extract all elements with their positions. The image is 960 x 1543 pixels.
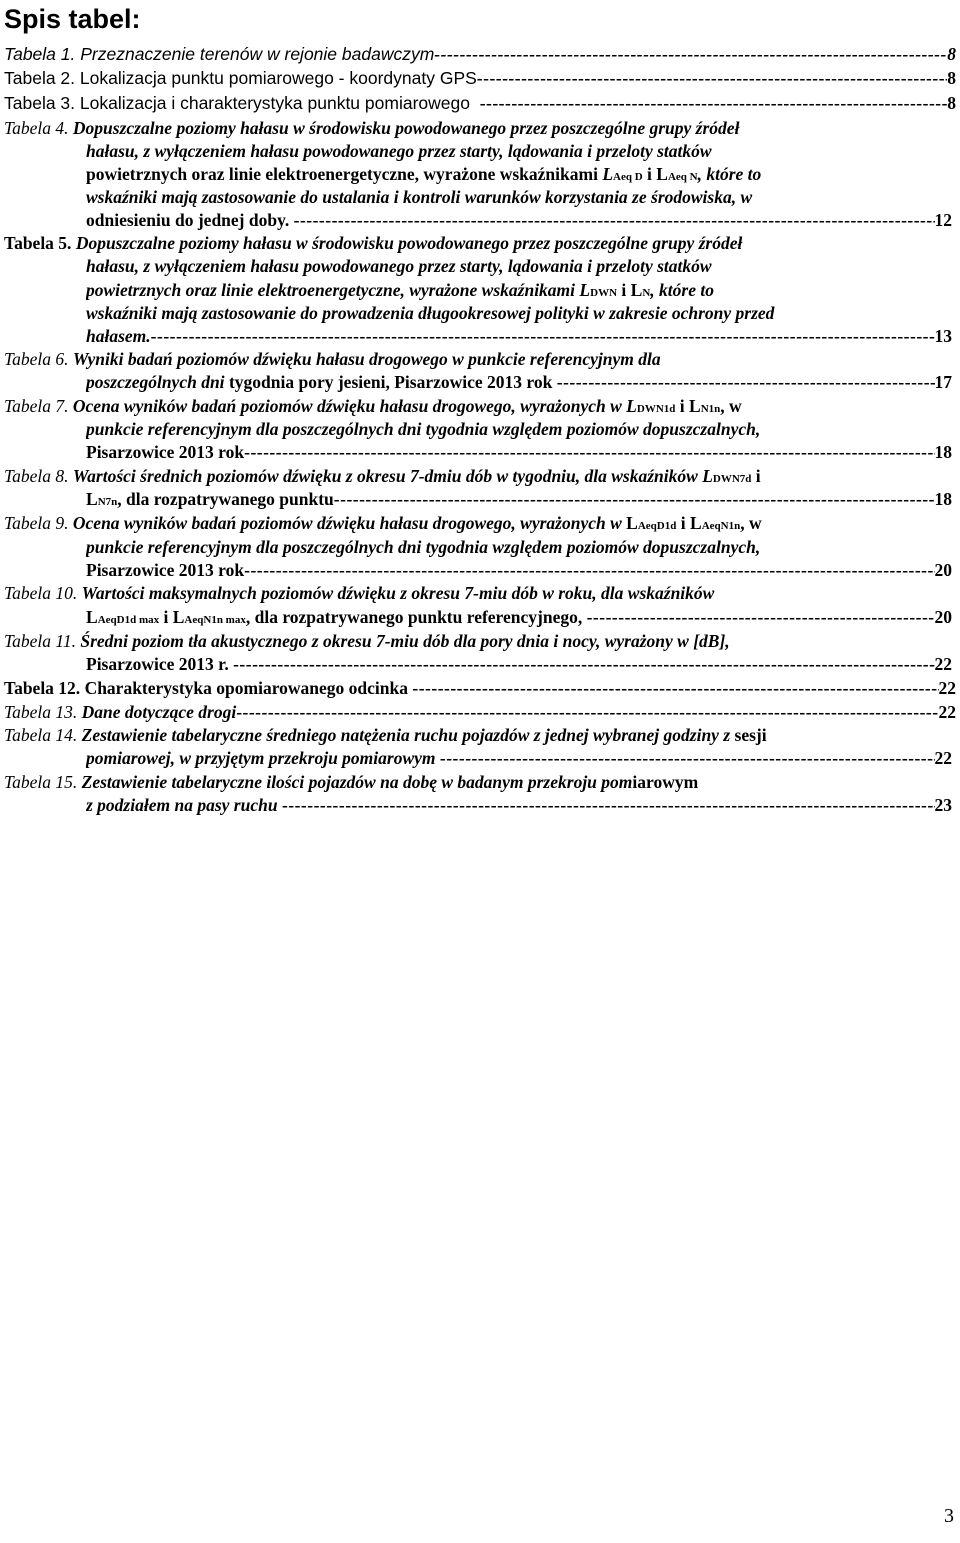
entry-title-cont: Pisarzowice 2013 rok — [86, 560, 245, 580]
entry-label: Tabela 7. — [4, 396, 69, 416]
entry-title: Dopuszczalne poziomy hałasu w środowisku powodowanego przez poszczególne grupy źródeł — [75, 233, 743, 253]
entry-line — [86, 140, 952, 162]
entry-page: 22 — [938, 702, 956, 722]
leader-dots — [434, 43, 947, 65]
entry-label: Tabela 8. — [4, 466, 69, 486]
toc-entry-tabela-3[interactable] — [4, 92, 956, 114]
entry-label: Tabela 5. — [4, 233, 72, 253]
entry-line — [86, 371, 952, 393]
symbol-l: L — [656, 164, 668, 184]
leader-dots — [412, 677, 938, 699]
entry-title: Charakterystyka opomiarowanego odcinka — [84, 678, 409, 698]
entry-page: 23 — [934, 795, 952, 815]
entry-title-cont: , w — [720, 396, 742, 416]
leader-dots — [440, 747, 935, 769]
entry-label: Tabela 4. — [4, 118, 69, 138]
entry-page: 13 — [934, 326, 952, 346]
page-number: 3 — [944, 1505, 954, 1527]
entry-title: Przeznaczenie terenów w rejonie badawczym — [80, 44, 435, 64]
entry-label: Tabela 15. — [4, 772, 78, 792]
page-title: Spis tabel: — [4, 4, 141, 34]
entry-title: Lokalizacja i charakterystyka punktu pomiarowego — [79, 93, 470, 113]
entry-page: 22 — [934, 654, 952, 674]
entry-title: Zestawienie tabelaryczne średniego natężenia ruchu pojazdów z jednej wybranej godziny z — [81, 725, 731, 745]
symbol-l: L — [690, 513, 702, 533]
entry-label: Tabela 11. — [4, 631, 76, 651]
entry-label: Tabela 3. — [4, 93, 76, 113]
entry-title-cont: wskaźniki mają zastosowanie do ustalania i kontroli warunków korzystania ze środowiska, w — [86, 187, 753, 207]
symbol-l: L — [579, 280, 591, 300]
entry-line — [86, 186, 952, 208]
conjunction: i — [647, 164, 652, 184]
conjunction: i — [679, 396, 685, 416]
entry-title-cont: wskaźniki mają zastosowanie do prowadzenia długookresowej polityki w zakresie ochrony przed — [86, 303, 775, 323]
toc-entry-tabela-12[interactable] — [4, 677, 956, 699]
entry-line: powietrznych oraz linie elektroenergetyczne, wyrażone wskaźnikami L DWN i L N , które to — [86, 280, 714, 300]
toc-entry-tabela-13[interactable] — [4, 701, 956, 723]
entry-page: 8 — [947, 93, 956, 113]
entry-page: 20 — [934, 607, 952, 627]
leader-dots — [557, 371, 935, 393]
entry-line — [4, 771, 956, 793]
entry-page: 18 — [934, 442, 952, 462]
entry-line — [86, 302, 952, 324]
conjunction: i — [680, 513, 686, 533]
conjunction: i — [755, 466, 761, 486]
toc-entry-tabela-2[interactable] — [4, 67, 956, 89]
entry-title-cont: , które to — [697, 164, 762, 184]
entry-title-cont: hałasem. — [86, 326, 151, 346]
leader-dots — [244, 441, 934, 463]
entry-title: Wartości średnich poziomów dźwięku z okresu 7-dmiu dób w tygodniu, dla wskaźników — [72, 466, 698, 486]
entry-line — [86, 794, 952, 816]
entry-title-cont: poszczególnych dni — [86, 372, 225, 392]
entry-title: Ocena wyników badań poziomów dźwięku hałasu drogowego, wyrażonych w — [72, 513, 622, 533]
leader-dots — [236, 701, 938, 723]
conjunction: i — [163, 607, 169, 627]
entry-line — [86, 418, 952, 440]
symbol-l: L — [626, 513, 638, 533]
toc-entry-tabela-1[interactable] — [4, 43, 956, 65]
entry-title-cont: hałasu, z wyłączeniem hałasu powodowanego przez starty, lądowania i przeloty statków — [86, 141, 712, 161]
entry-label: Tabela 1. — [4, 44, 76, 64]
leader-dots — [151, 325, 935, 347]
entry-line — [4, 348, 956, 370]
entry-page: 12 — [934, 210, 952, 230]
entry-title-cont: odniesieniu do jednej doby. — [86, 210, 290, 230]
entry-title: Dane dotyczące drogi — [81, 702, 237, 722]
entry-page: 20 — [934, 560, 952, 580]
entry-line — [4, 117, 956, 139]
entry-title-cont: , dla rozpatrywanego punktu — [117, 489, 334, 509]
entry-title-cont: punkcie referencyjnym dla poszczególnych dni tygodnia względem poziomów dopuszczalnych, — [86, 537, 761, 557]
entry-line: L N 7n , dla rozpatrywanego punktu ----- 18 — [86, 488, 952, 510]
leader-dots — [334, 488, 935, 510]
leader-dots — [294, 209, 935, 231]
entry-title: Wartości maksymalnych poziomów dźwięku z okresu 7-miu dób w roku, dla wskaźników — [81, 583, 715, 603]
entry-title-cont: punkcie referencyjnym dla poszczególnych dni tygodnia względem poziomów dopuszczalnych, — [86, 419, 761, 439]
entry-label: Tabela 13. — [4, 702, 78, 722]
symbol-l: L — [702, 466, 713, 486]
entry-title-cont: powietrznych oraz linie elektroenergetyczne, wyrażone wskaźnikami — [86, 280, 576, 300]
entry-title: Zestawienie tabelaryczne ilości pojazdów na dobę w badanym przekroju pom — [81, 772, 633, 792]
entry-title: Wyniki badań poziomów dźwięku hałasu drogowego w punkcie referencyjnym dla — [72, 349, 661, 369]
entry-line — [86, 536, 952, 558]
entry-page: 17 — [934, 372, 952, 392]
entry-title: Lokalizacja punktu pomiarowego - koordynaty GPS — [79, 68, 477, 88]
entry-line — [86, 441, 952, 463]
entry-title-cont: sesji — [734, 725, 767, 745]
leader-dots — [282, 794, 935, 816]
leader-dots — [480, 92, 948, 114]
entry-label: Tabela 6. — [4, 349, 69, 369]
entry-page: 18 — [934, 489, 952, 509]
entry-line: Tabela 8. Wartości średnich poziomów dźwięku z okresu 7-dmiu dób w tygodniu, dla wskaźników L DWN 7d i — [4, 466, 761, 486]
entry-title-cont: powietrznych oraz linie elektroenergetyczne, wyrażone wskaźnikami — [86, 164, 598, 184]
entry-title: Dopuszczalne poziomy hałasu w środowisku powodowanego przez poszczególne grupy źródeł — [72, 118, 740, 138]
symbol-l: L — [689, 396, 701, 416]
entry-title-cont: z podziałem na pasy ruchu — [86, 795, 278, 815]
entry-line — [86, 209, 952, 231]
entry-line — [86, 653, 952, 675]
entry-title: Ocena wyników badań poziomów dźwięku hałasu drogowego, wyrażonych w — [72, 396, 622, 416]
entry-line — [86, 747, 952, 769]
entry-line — [86, 559, 952, 581]
entry-title-cont: hałasu, z wyłączeniem hałasu powodowanego przez starty, lądowania i przeloty statków — [86, 256, 712, 276]
leader-dots — [233, 653, 934, 675]
entry-line: Tabela 9. Ocena wyników badań poziomów dźwięku hałasu drogowego, wyrażonych w L AeqD 1d i L AeqN 1n , w — [4, 513, 762, 533]
entry-title-cont: , które to — [650, 280, 714, 300]
leader-dots — [587, 606, 935, 628]
conjunction: i — [621, 280, 627, 300]
entry-label: Tabela 14. — [4, 725, 78, 745]
entry-title-cont: Pisarzowice 2013 rok — [86, 442, 245, 462]
leader-dots — [244, 559, 934, 581]
entry-page: 8 — [947, 44, 956, 64]
leader-dots — [477, 67, 947, 89]
symbol-l: L — [172, 607, 185, 627]
entry-title-cont: Pisarzowice 2013 r. — [86, 654, 229, 674]
entry-line: Tabela 7. Ocena wyników badań poziomów dźwięku hałasu drogowego, wyrażonych w L DWN 1d i L N 1n , w — [4, 396, 742, 416]
symbol-l: L — [602, 164, 614, 184]
entry-label: Tabela 10. — [4, 583, 78, 603]
symbol-l: L — [86, 489, 98, 509]
entry-line — [4, 630, 956, 652]
symbol-l: L — [630, 280, 643, 300]
entry-page: 22 — [934, 748, 952, 768]
entry-title-cont: , dla rozpatrywanego punktu referencyjnego, — [245, 607, 583, 627]
entry-title-cont: tygodnia pory jesieni, Pisarzowice 2013 rok — [228, 372, 553, 392]
symbol-l: L — [86, 607, 98, 627]
entry-label: Tabela 2. — [4, 68, 76, 88]
entry-title: Średni poziom tła akustycznego z okresu 7-miu dób dla pory dnia i nocy, wyrażony w [dB], — [80, 631, 730, 651]
entry-page: 8 — [947, 68, 956, 88]
entry-title-cont: pomiarowej, w przyjętym przekroju pomiarowym — [86, 748, 436, 768]
entry-label: Tabela 12. — [4, 678, 81, 698]
entry-line — [4, 232, 956, 254]
entry-title-cont: iarowym — [632, 772, 699, 792]
entry-line — [4, 582, 956, 604]
entry-label: Tabela 9. — [4, 513, 69, 533]
entry-line — [86, 255, 952, 277]
symbol-l: L — [626, 396, 637, 416]
entry-line: L AeqD 1d max i L AeqN 1n max , dla rozpatrywanego punktu referencyjnego, ----- 20 — [86, 606, 952, 628]
entry-line — [4, 724, 956, 746]
entry-line: powietrznych oraz linie elektroenergetyczne, wyrażone wskaźnikami L Aeq D i L Aeq N , które to — [86, 164, 762, 184]
entry-title-cont: , w — [740, 513, 762, 533]
entry-line — [86, 325, 952, 347]
entry-page: 22 — [938, 678, 956, 698]
